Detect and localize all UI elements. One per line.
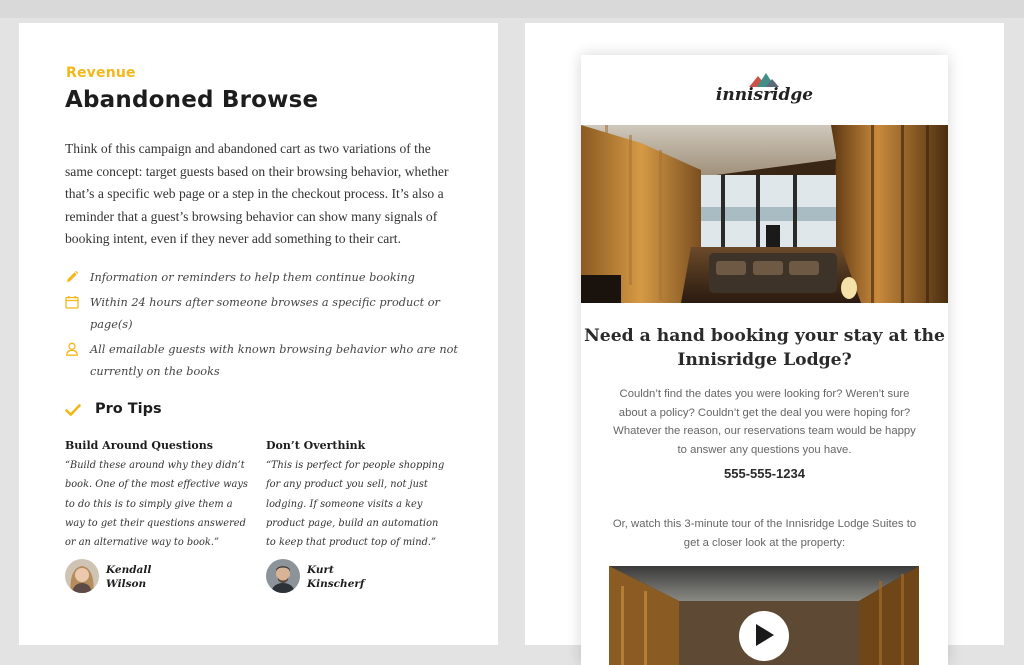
email-headline: Need a hand booking your stay at the Innisridge Lodge?: [584, 326, 945, 370]
tip-quote: “This is perfect for people shopping for any product you sell, not just lodging. If someone visits a key product page, build an automation to keep that product top of mind.”: [266, 460, 445, 549]
list-item-text: All emailable guests with known browsing behavior who are not currently on the books: [90, 343, 458, 378]
hero-image: [581, 125, 948, 303]
tour-text: Or, watch this 3-minute tour of the Innisridge Lodge Suites to get a closer look at the property:: [612, 518, 917, 549]
tip-heading: Don’t Overthink: [266, 439, 366, 452]
checkmark-icon: [65, 402, 81, 418]
tip-quote: “Build these around why they didn’t book. One of the most effective ways to do this is to simply give them a way to get their questions answered or an alternative way to book.”: [65, 460, 248, 549]
top-strip: [0, 0, 1024, 18]
video-thumbnail[interactable]: [609, 566, 919, 665]
list-item-text: Within 24 hours after someone browses a specific product or page(s): [90, 296, 440, 331]
list-item: [65, 267, 465, 289]
author-name: [106, 564, 186, 591]
author-first-name: Kendall: [106, 564, 152, 576]
tip-card: [266, 439, 451, 552]
intro-paragraph: Think of this campaign and abandoned cart as two variations of the same concept: target guests based on their browsing behavior, whether that’s a specific web page or a step in the checkout process. It’s also a reminder that a guest’s browsing behavior can show many signals of booking intent, even if they never add something to their cart.: [65, 141, 449, 246]
right-page: [525, 23, 1004, 645]
phone-number-link[interactable]: 555-555-1234: [724, 466, 805, 481]
author-last-name: Kinscherf: [307, 577, 365, 590]
page-title: Abandoned Browse: [65, 87, 319, 113]
list-item-text: Information or reminders to help them continue booking: [90, 271, 415, 284]
pro-tips-label: Pro Tips: [95, 401, 162, 417]
brand-logo: [581, 71, 948, 115]
tip-heading: Build Around Questions: [65, 439, 213, 452]
person-icon: [65, 342, 79, 356]
author-last-name: Wilson: [106, 577, 147, 590]
avatar: [65, 559, 99, 593]
email-body-text: Couldn’t find the dates you were looking for? Weren’t sure about a policy? Couldn’t get the deal you were hoping for? Whatever the reason, our reservations team would be happy to answer any questions you have.: [613, 388, 916, 456]
email-preview: [581, 55, 948, 665]
play-button[interactable]: [739, 611, 789, 661]
avatar: [266, 559, 300, 593]
list-item: [65, 292, 465, 336]
campaign-details-list: [65, 267, 465, 386]
tip-card: [65, 439, 250, 552]
calendar-icon: [65, 295, 79, 309]
author-name: [307, 564, 387, 591]
pencil-icon: [65, 270, 79, 284]
category-eyebrow: Revenue: [66, 65, 136, 81]
brand-wordmark: innisridge: [715, 85, 814, 105]
author-first-name: Kurt: [307, 564, 334, 576]
list-item: [65, 339, 465, 383]
left-page: [19, 23, 498, 645]
play-icon[interactable]: [753, 623, 775, 647]
